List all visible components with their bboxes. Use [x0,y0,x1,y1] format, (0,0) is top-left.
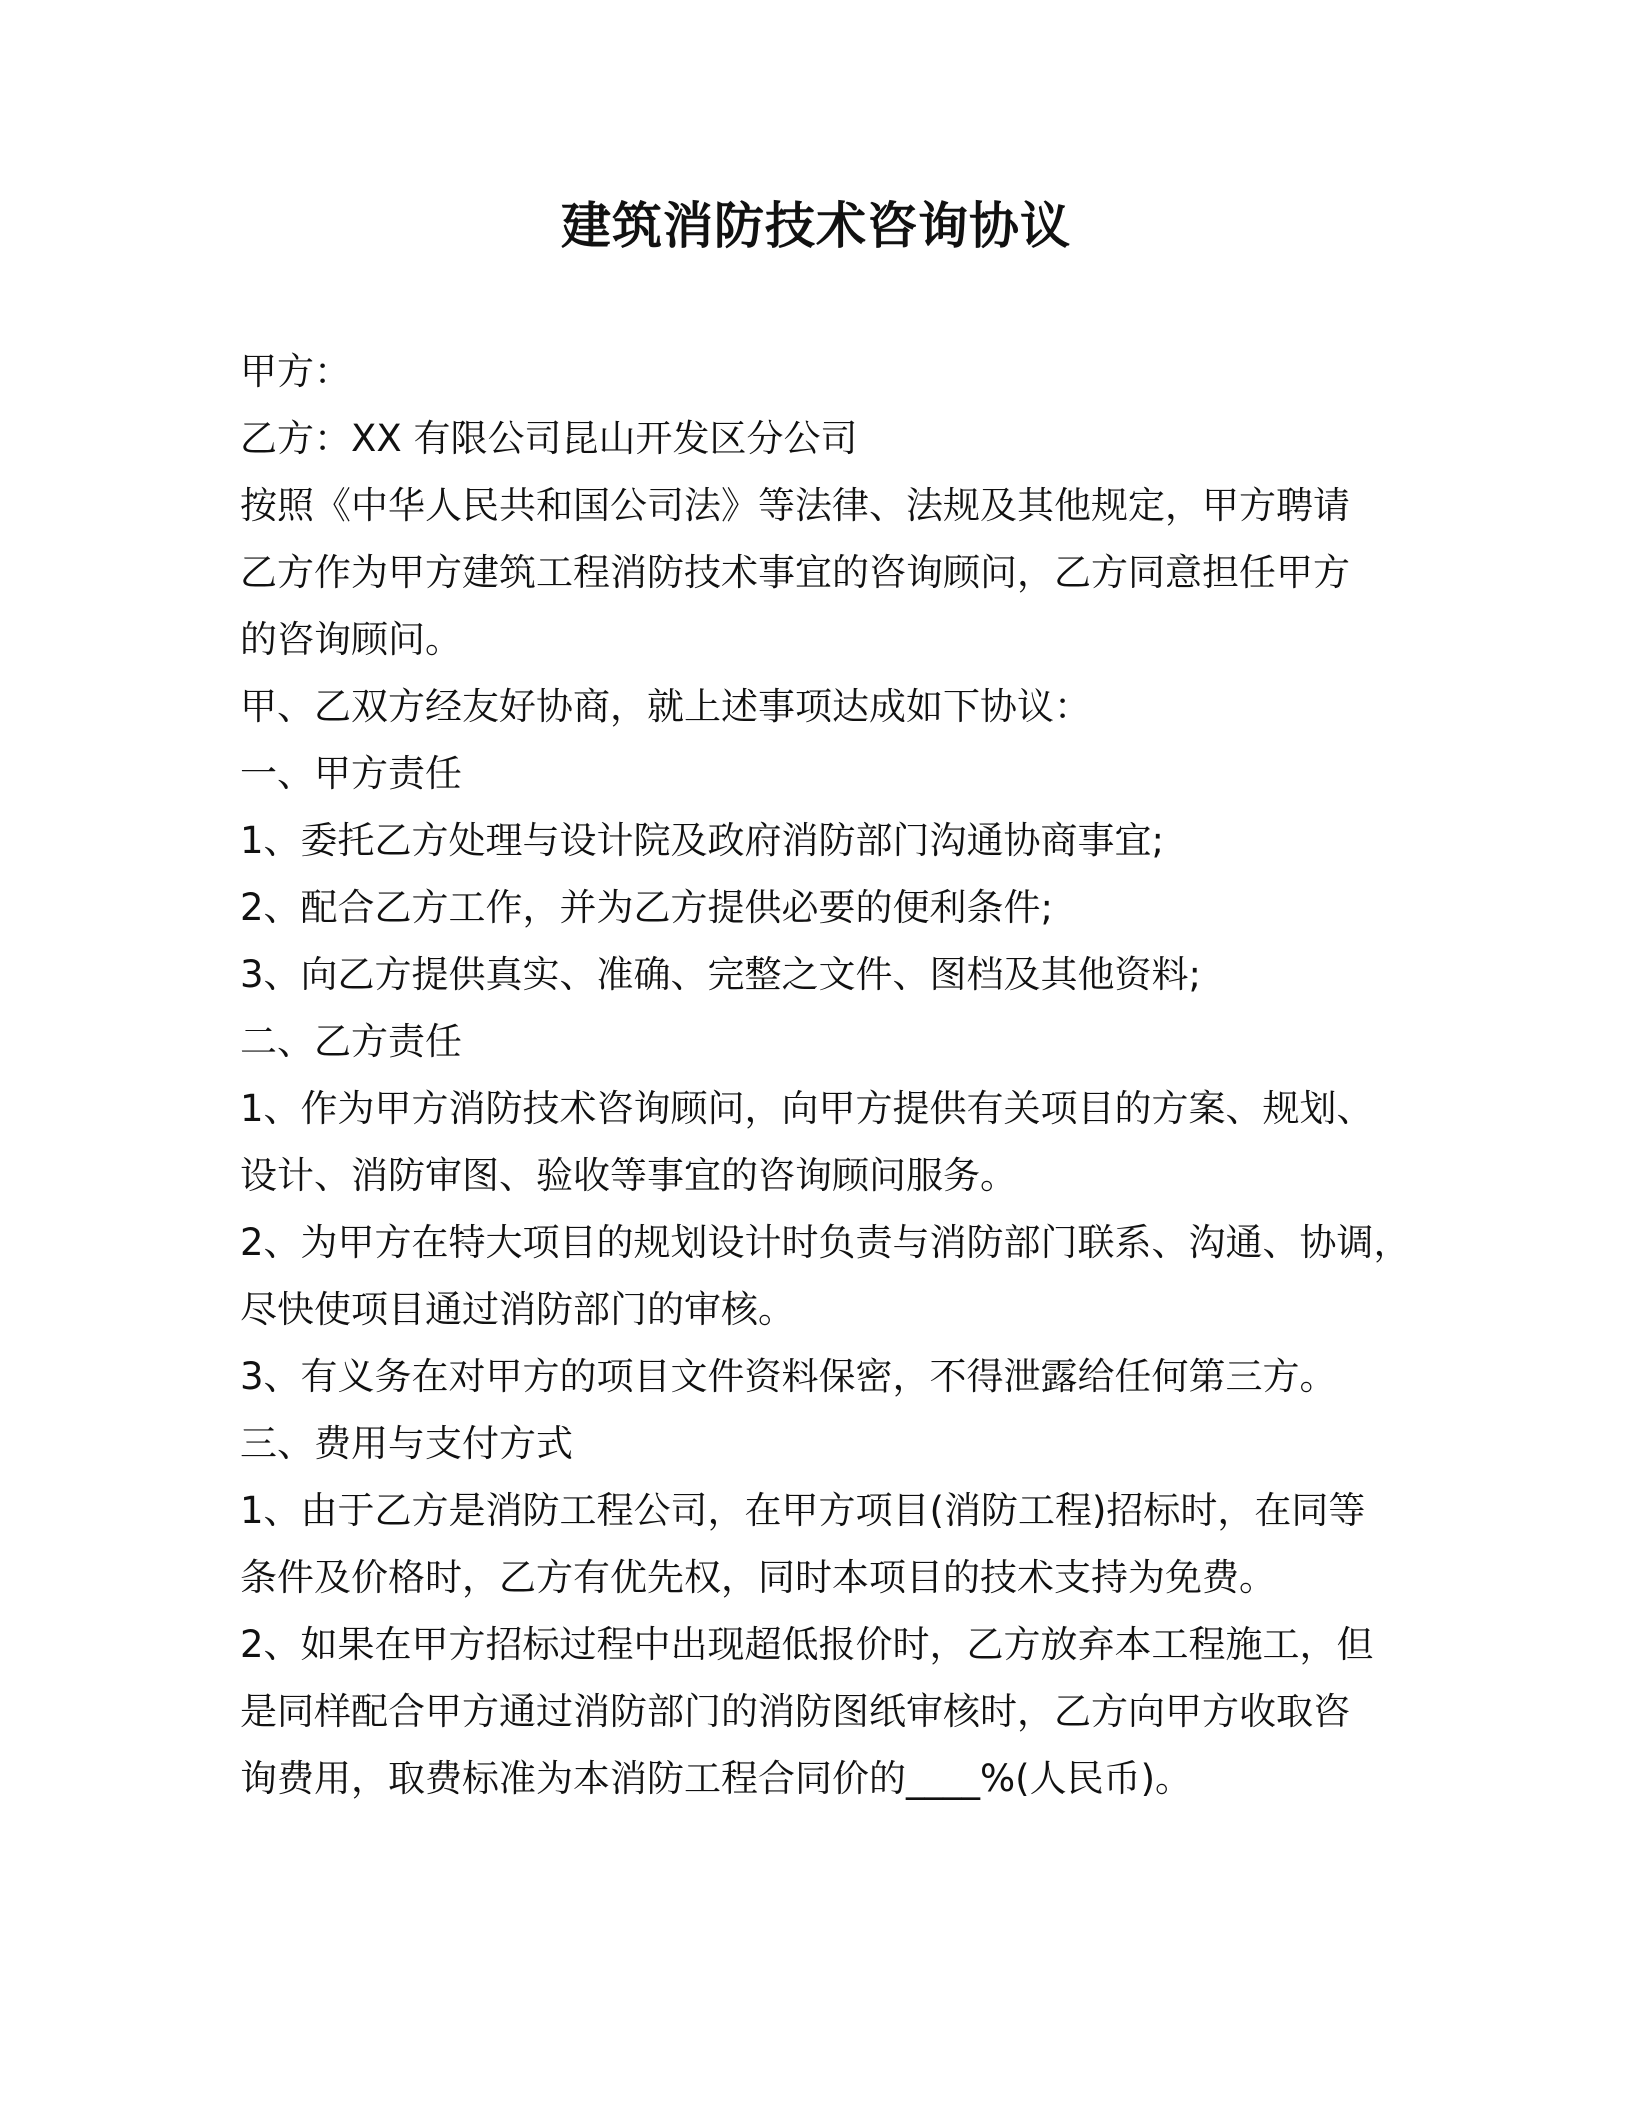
preamble-line-1: 按照《中华人民共和国公司法》等法律、法规及其他规定，甲方聘请 [240,484,1350,527]
party-b-clause-1-line-1: 1、作为甲方消防技术咨询顾问，向甲方提供有关项目的方案、规划、 [240,1087,1374,1130]
party-b-clause-2-line-1: 2、为甲方在特大项目的规划设计时负责与消防部门联系、沟通、协调， [240,1221,1411,1264]
preamble-line-2: 乙方作为甲方建筑工程消防技术事宜的咨询顾问，乙方同意担任甲方 [240,551,1350,594]
party-a-line: 甲方： [240,350,351,393]
document-title: 建筑消防技术咨询协议 [561,197,1071,255]
agreement-intro-line: 甲、乙双方经友好协商，就上述事项达成如下协议： [240,685,1091,728]
section-heading-party-b: 二、乙方责任 [240,1020,462,1063]
section-heading-party-a: 一、甲方责任 [240,752,462,795]
fees-clause-1-line-2: 条件及价格时，乙方有优先权，同时本项目的技术支持为免费。 [240,1556,1276,1599]
party-b-clause-2-line-2: 尽快使项目通过消防部门的审核。 [240,1288,795,1331]
preamble-line-3: 的咨询顾问。 [240,618,462,661]
party-b-line: 乙方：XX 有限公司昆山开发区分公司 [240,417,858,460]
fees-clause-1-line-1: 1、由于乙方是消防工程公司，在甲方项目(消防工程)招标时，在同等 [240,1489,1366,1532]
fees-clause-2-line-1: 2、如果在甲方招标过程中出现超低报价时，乙方放弃本工程施工，但 [240,1623,1374,1666]
fees-clause-2-line-3: 询费用，取费标准为本消防工程合同价的____%(人民币)。 [240,1757,1193,1800]
party-a-clause-1: 1、委托乙方处理与设计院及政府消防部门沟通协商事宜; [240,819,1165,862]
fees-clause-2-line-2: 是同样配合甲方通过消防部门的消防图纸审核时，乙方向甲方收取咨 [240,1690,1350,1733]
section-heading-fees: 三、费用与支付方式 [240,1422,573,1465]
document-body [240,338,1440,1812]
party-b-clause-1-line-2: 设计、消防审图、验收等事宜的咨询顾问服务。 [240,1154,1017,1197]
party-a-clause-3: 3、向乙方提供真实、准确、完整之文件、图档及其他资料; [240,953,1202,996]
party-b-clause-3: 3、有义务在对甲方的项目文件资料保密，不得泄露给任何第三方。 [240,1355,1337,1398]
party-a-clause-2: 2、配合乙方工作，并为乙方提供必要的便利条件; [240,886,1054,929]
